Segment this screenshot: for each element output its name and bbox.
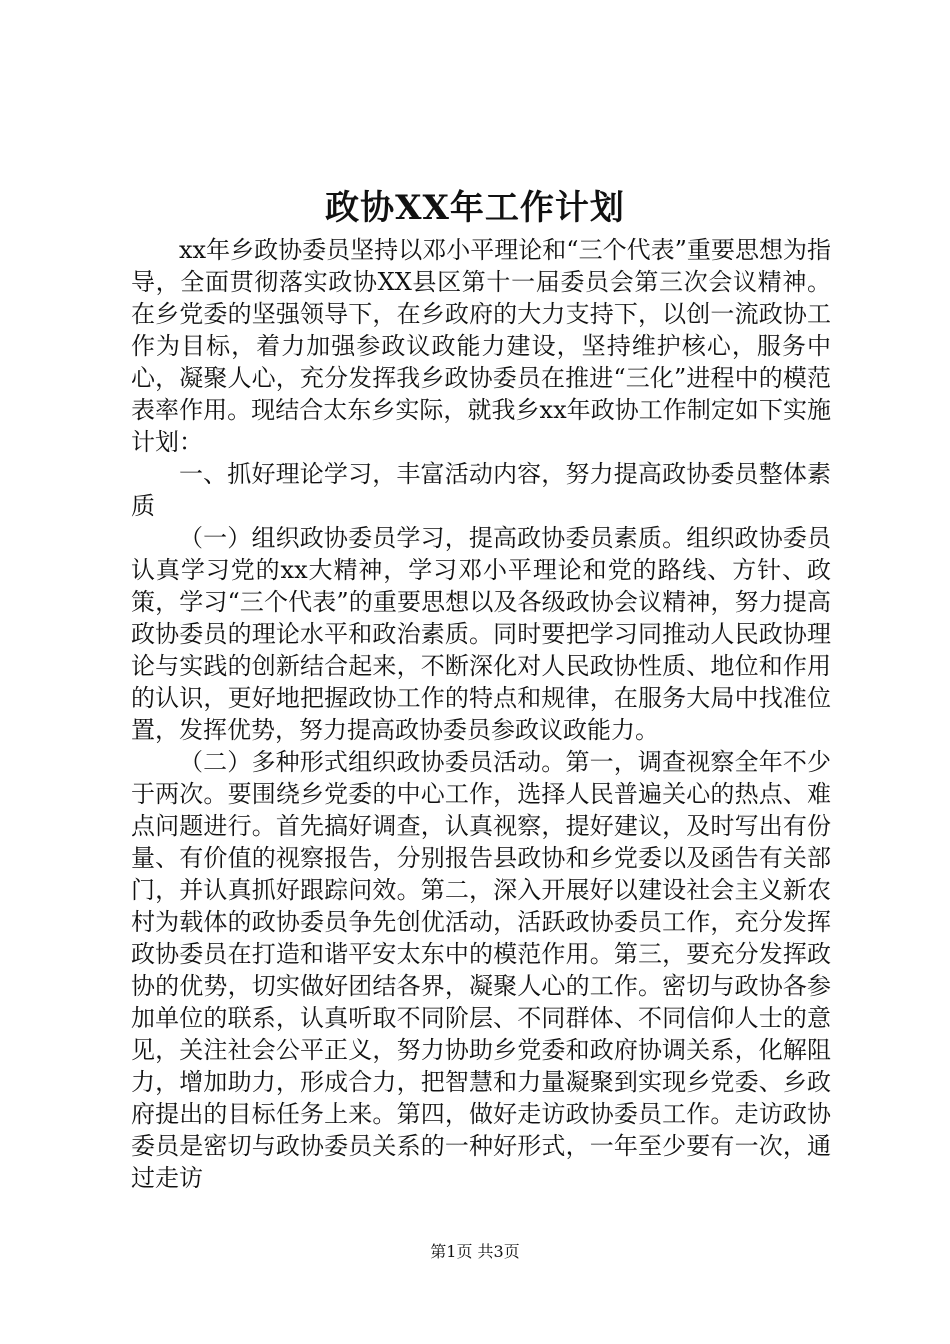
paragraph-section-heading: 一、抓好理论学习，丰富活动内容，努力提高政协委员整体素质: [131, 460, 831, 520]
paragraph-item-two: （二）多种形式组织政协委员活动。第一，调查视察全年不少于两次。要围绕乡党委的中心工作，选择人民普遍关心的热点、难点问题进行。首先搞好调查，认真视察，提好建议，及时写出有份量、有价值的视察报告，分别报告县政协和乡党委以及函告有关部门，并认真抓好跟踪问效。第二，深入开展好以建设社会主义新农村为载体的政协委员争先创优活动，活跃政协委员工作，充分发挥政协委员在打造和谐平安太东中的模范作用。第三，要充分发挥政协的优势，切实做好团结各界，凝聚人心的工作。密切与政协各参加单位的联系，认真听取不同阶层、不同群体、不同信仰人士的意见，关注社会公平正义，努力协助乡党委和政府协调关系，化解阻力，增加助力，形成合力，把智慧和力量凝聚到实现乡党委、乡政府提出的目标任务上来。第四，做好走访政协委员工作。走访政协委员是密切与政协委员关系的一种好形式，一年至少要有一次，通过走访: [131, 748, 831, 1192]
document-title: 政协XX年工作计划: [325, 188, 625, 228]
paragraph-intro: xx年乡政协委员坚持以邓小平理论和“三个代表”重要思想为指导，全面贯彻落实政协XX县区第十一届委员会第三次会议精神。在乡党委的坚强领导下，在乡政府的大力支持下，以创一流政协工作为目标，着力加强参政议政能力建设，坚持维护核心，服务中心，凝聚人心，充分发挥我乡政协委员在推进“三化”进程中的模范表率作用。现结合太东乡实际，就我乡xx年政协工作制定如下实施计划：: [131, 236, 831, 456]
page-footer: 第1页 共3页: [430, 1242, 520, 1261]
paragraph-item-one: （一）组织政协委员学习，提高政协委员素质。组织政协委员认真学习党的xx大精神，学习邓小平理论和党的路线、方针、政策，学习“三个代表”的重要思想以及各级政协会议精神，努力提高政协委员的理论水平和政治素质。同时要把学习同推动人民政协理论与实践的创新结合起来，不断深化对人民政协性质、地位和作用的认识，更好地把握政协工作的特点和规律，在服务大局中找准位置，发挥优势，努力提高政协委员参政议政能力。: [131, 524, 831, 744]
document-body: [131, 234, 831, 1194]
